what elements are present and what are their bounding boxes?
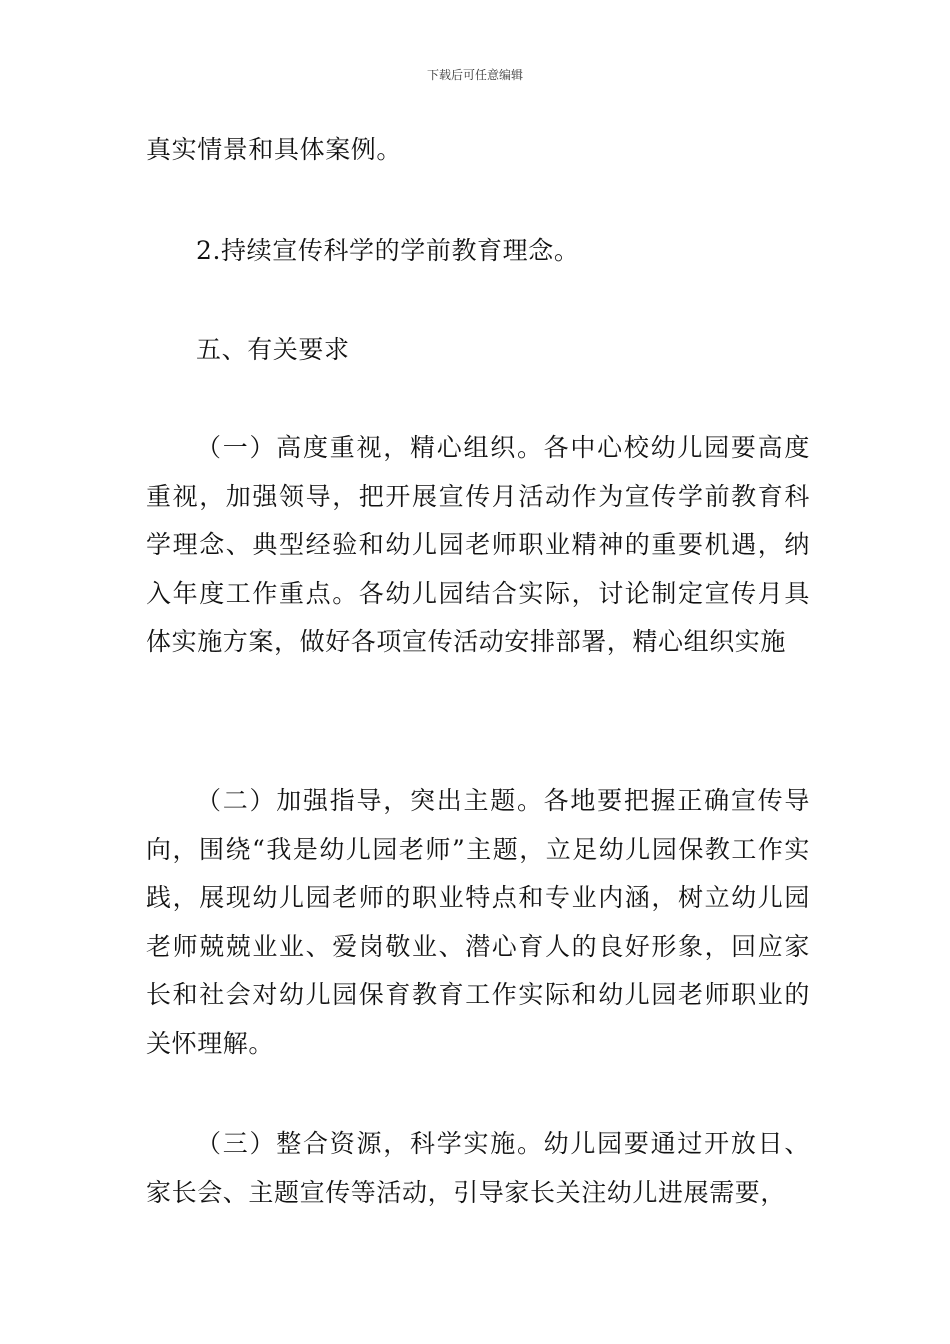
- paragraph-requirement-3: （三）整合资源，科学实施。幼儿园要通过开放日、家长会、主题宣传等活动，引导家长关注幼儿进展需要，: [146, 1129, 810, 1207]
- page-header: 下载后可任意编辑: [426, 68, 523, 82]
- section-heading-5: 五、有关要求: [196, 335, 350, 364]
- paragraph-item-2: 2.持续宣传科学的学前教育理念。: [196, 236, 580, 265]
- paragraph-continuation: 真实情景和具体案例。: [146, 135, 403, 164]
- paragraph-requirement-2: （二）加强指导，突出主题。各地要把握正确宣传导向，围绕“我是幼儿园老师”主题，立足幼儿园保教工作实践，展现幼儿园老师的职业特点和专业内涵，树立幼儿园老师兢兢业业、爱岗敬业、潜心育人的良好形象，回应家长和社会对幼儿园保育教育工作实际和幼儿园老师职业的关怀理解。: [146, 786, 810, 1058]
- paragraph-requirement-1: （一）高度重视，精心组织。各中心校幼儿园要高度重视，加强领导，把开展宣传月活动作为宣传学前教育科学理念、典型经验和幼儿园老师职业精神的重要机遇，纳入年度工作重点。各幼儿园结合实际，讨论制定宣传月具体实施方案，做好各项宣传活动安排部署，精心组织实施: [146, 433, 810, 656]
